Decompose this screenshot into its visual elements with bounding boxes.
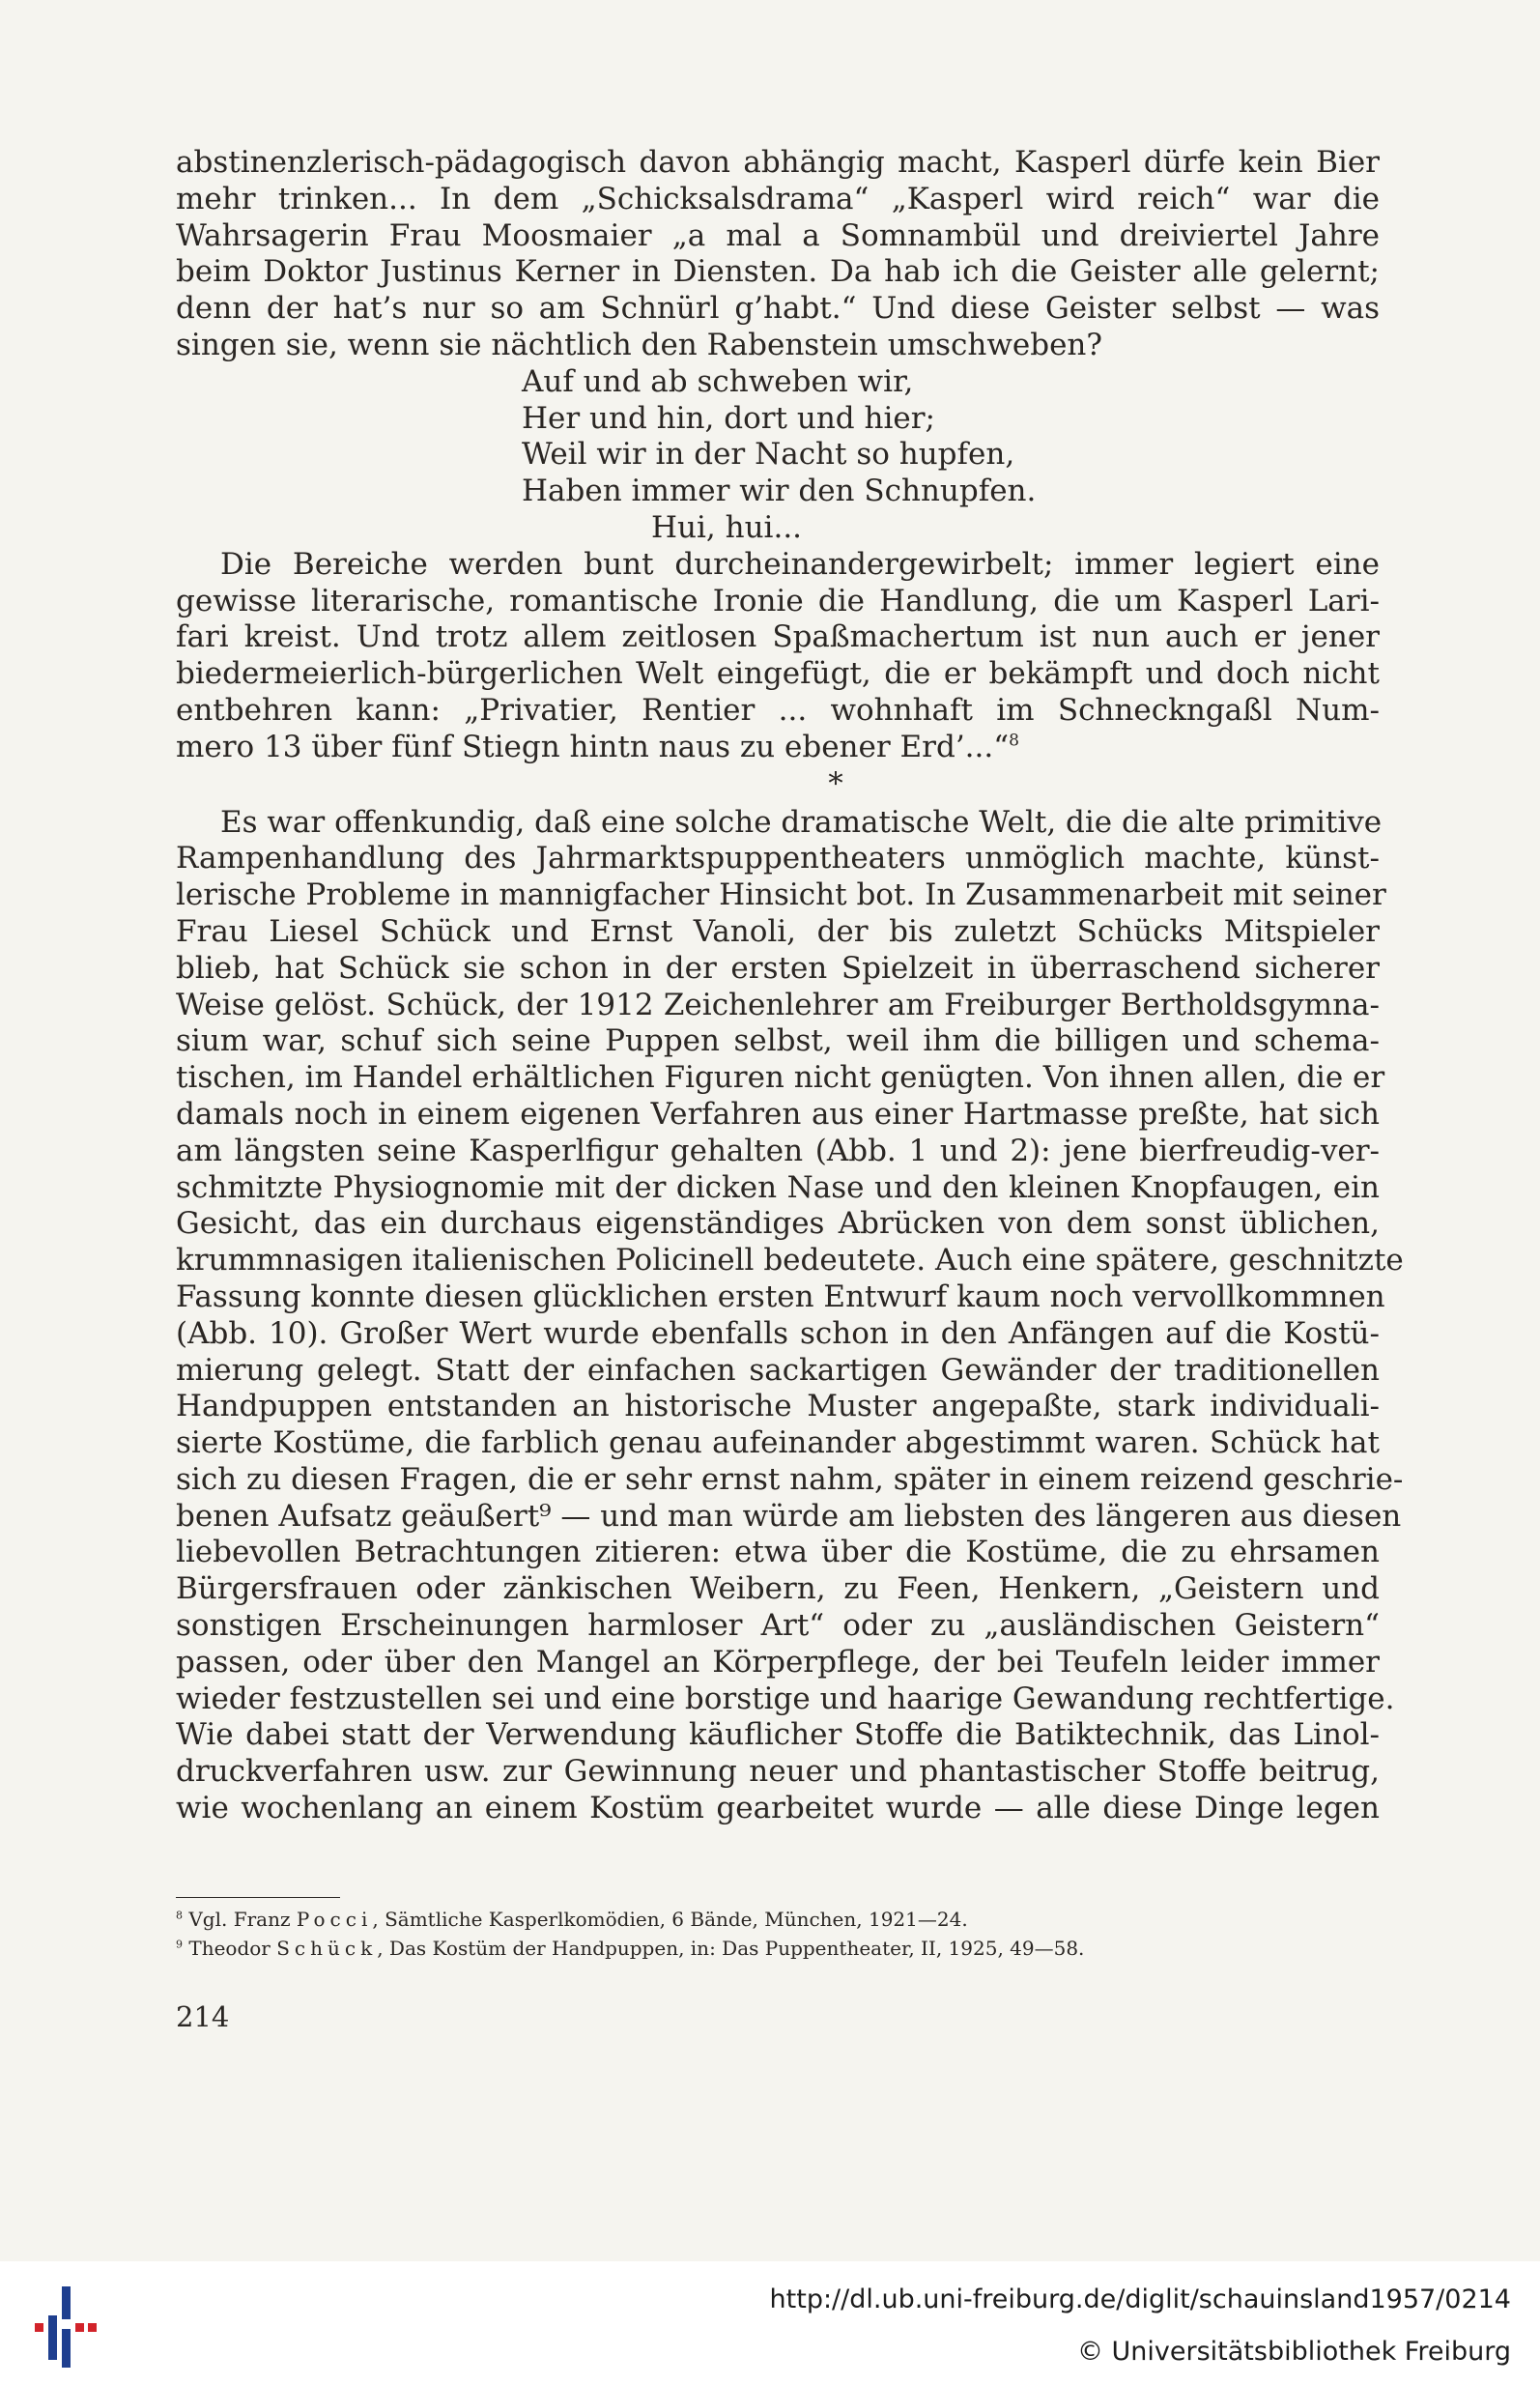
- page-body: [176, 145, 1404, 1827]
- text-line: schmitzte Physiognomie mit der dicken Nase und den kleinen Knopfaugen, ein: [176, 1169, 1380, 1205]
- text-line: singen sie, wenn sie nächtlich den Rabenstein umschweben?: [176, 327, 1103, 362]
- text-line: am längsten seine Kasperlfigur gehalten (Abb. 1 und 2): jene bierfreudig-ver-: [176, 1133, 1380, 1168]
- paragraph-2: [176, 547, 1380, 766]
- footnotes: [176, 1905, 1380, 1963]
- footnote-8: [176, 1905, 1380, 1934]
- text-line: denn der hat’s nur so am Schnürl g’habt.“ Und diese Geister selbst — was: [176, 291, 1380, 327]
- section-break-asterisk: *: [828, 765, 843, 801]
- text-line: entbehren kann: „Privatier, Rentier ... wohnhaft im Schneckngaßl Num-: [176, 692, 1380, 728]
- text-line: Rampenhandlung des Jahrmarktspuppentheaters unmöglich machte, künst-: [176, 841, 1380, 876]
- paragraph-1: [176, 145, 1380, 364]
- text-line: wie wochenlang an einem Kostüm gearbeitet wurde — alle diese Dinge legen: [176, 1791, 1380, 1826]
- text-line: gewisse literarische, romantische Ironie die Handlung, die um Kasperl Lari-: [176, 583, 1380, 618]
- text-line: damals noch in einem eigenen Verfahren aus einer Hartmasse preßte, hat sich: [176, 1096, 1380, 1132]
- poem-line: Weil wir in der Nacht so hupfen,: [522, 437, 1015, 473]
- source-url-link[interactable]: http://dl.ub.uni-freiburg.de/diglit/schauinsland1957/0214: [769, 2284, 1511, 2314]
- text-line: tischen, im Handel erhältlichen Figuren nicht genügten. Von ihnen allen, die er: [176, 1060, 1385, 1096]
- text-line: Die Bereiche werden bunt durcheinandergewirbelt; immer legiert eine: [220, 546, 1380, 582]
- text-line: biedermeierlich-bürgerlichen Welt eingefügt, die er bekämpft und doch nicht: [176, 656, 1380, 692]
- footnote-author: Pocci: [296, 1908, 373, 1931]
- copyright-notice: © Universitätsbibliothek Freiburg: [1076, 2337, 1511, 2367]
- text-line: Wie dabei statt der Verwendung käuflicher Stoffe die Batiktechnik, das Linol-: [176, 1717, 1380, 1753]
- text-line: sierte Kostüme, die farblich genau aufeinander abgestimmt waren. Schück hat: [176, 1425, 1380, 1461]
- footnote-divider: [176, 1897, 340, 1898]
- page-number: 214: [176, 2000, 230, 2033]
- poem-line: Her und hin, dort und hier;: [522, 400, 935, 436]
- poem-line: Auf und ab schweben wir,: [522, 363, 914, 399]
- footnote-text: Theodor: [188, 1937, 271, 1960]
- text-line: mehr trinken... In dem „Schicksalsdrama“ „Kasperl wird reich“ war die: [176, 181, 1380, 216]
- paragraph-3: [176, 804, 1404, 1827]
- text-line: (Abb. 10). Großer Wert wurde ebenfalls schon in den Anfängen auf die Kostü-: [176, 1315, 1380, 1351]
- text-line: krummnasigen italienischen Policinell bedeutete. Auch eine spätere, geschnitzte: [176, 1243, 1404, 1279]
- text-line-content: mero 13 über fünf Stiegn hintn naus zu ebener Erd’...“: [176, 729, 1010, 764]
- text-line: wieder festzustellen sei und eine borstige und haarige Gewandung rechtfertige.: [176, 1681, 1395, 1716]
- text-line: Wahrsagerin Frau Moosmaier „a mal a Somnambül und dreiviertel Jahre: [176, 217, 1380, 253]
- text-line: Fassung konnte diesen glücklichen ersten Entwurf kaum noch vervollkommnen: [176, 1279, 1385, 1314]
- text-line: Es war offenkundig, daß eine solche dramatische Welt, die die alte primitive: [220, 804, 1383, 840]
- footnote-9: [176, 1934, 1380, 1963]
- text-line: Frau Liesel Schück und Ernst Vanoli, der bis zuletzt Schücks Mitspieler: [176, 913, 1380, 949]
- poem-line: Haben immer wir den Schnupfen.: [522, 474, 1037, 509]
- text-line: sium war, schuf sich seine Puppen selbst, weil ihm die billigen und schema-: [176, 1023, 1380, 1059]
- text-line: Bürgersfrauen oder zänkischen Weibern, zu Feen, Henkern, „Geistern und: [176, 1571, 1380, 1607]
- text-line: Weise gelöst. Schück, der 1912 Zeichenlehrer am Freiburger Bertholdsgymna-: [176, 987, 1380, 1022]
- text-line: lerische Probleme in mannigfacher Hinsicht bot. In Zusammenarbeit mit seiner: [176, 877, 1386, 913]
- text-line: Handpuppen entstanden an historische Muster angepaßte, stark individuali-: [176, 1389, 1380, 1424]
- text-line: mierung gelegt. Statt der einfachen sackartigen Gewänder der traditionellen: [176, 1352, 1380, 1388]
- poem-refrain: Hui, hui...: [651, 509, 803, 545]
- footnote-text: Vgl. Franz: [188, 1908, 291, 1931]
- text-line: blieb, hat Schück sie schon in der ersten Spielzeit in überraschend sicherer: [176, 950, 1380, 986]
- footnote-author: Schück: [276, 1937, 378, 1960]
- text-line: Gesicht, das ein durchaus eigenständiges Abrücken von dem sonst üblichen,: [176, 1206, 1380, 1242]
- text-line: passen, oder über den Mangel an Körperpflege, der bei Teufeln leider immer: [176, 1644, 1380, 1680]
- text-line: liebevollen Betrachtungen zitieren: etwa über die Kostüme, die zu ehrsamen: [176, 1535, 1380, 1570]
- poem: [522, 364, 1380, 547]
- text-line: sonstigen Erscheinungen harmloser Art“ oder zu „ausländischen Geistern“: [176, 1608, 1380, 1644]
- text-line: benen Aufsatz geäußert⁹ — und man würde am liebsten des längeren aus diesen: [176, 1498, 1402, 1534]
- text-line: druckverfahren usw. zur Gewinnung neuer und phantastischer Stoffe beitrug,: [176, 1754, 1380, 1790]
- footnote-ref-8: 8: [1009, 731, 1019, 751]
- footnote-text: , Sämtliche Kasperlkomödien, 6 Bände, München, 1921—24.: [372, 1908, 968, 1931]
- text-line: fari kreist. Und trotz allem zeitlosen Spaßmachertum ist nun auch er jener: [176, 619, 1380, 655]
- text-line: sich zu diesen Fragen, die er sehr ernst nahm, später in einem reizend geschrie-: [176, 1461, 1404, 1497]
- text-line: beim Doktor Justinus Kerner in Diensten. Da hab ich die Geister alle gelernt;: [176, 254, 1380, 290]
- text-line: [176, 730, 1380, 766]
- footnote-number: 8: [176, 1909, 183, 1922]
- footnote-number: 9: [176, 1938, 183, 1951]
- text-line: abstinenzlerisch-pädagogisch davon abhängig macht, Kasperl dürfe kein Bier: [176, 145, 1380, 180]
- footnote-text: , Das Kostüm der Handpuppen, in: Das Puppentheater, II, 1925, 49—58.: [377, 1937, 1085, 1960]
- library-logo-icon: [35, 2286, 97, 2368]
